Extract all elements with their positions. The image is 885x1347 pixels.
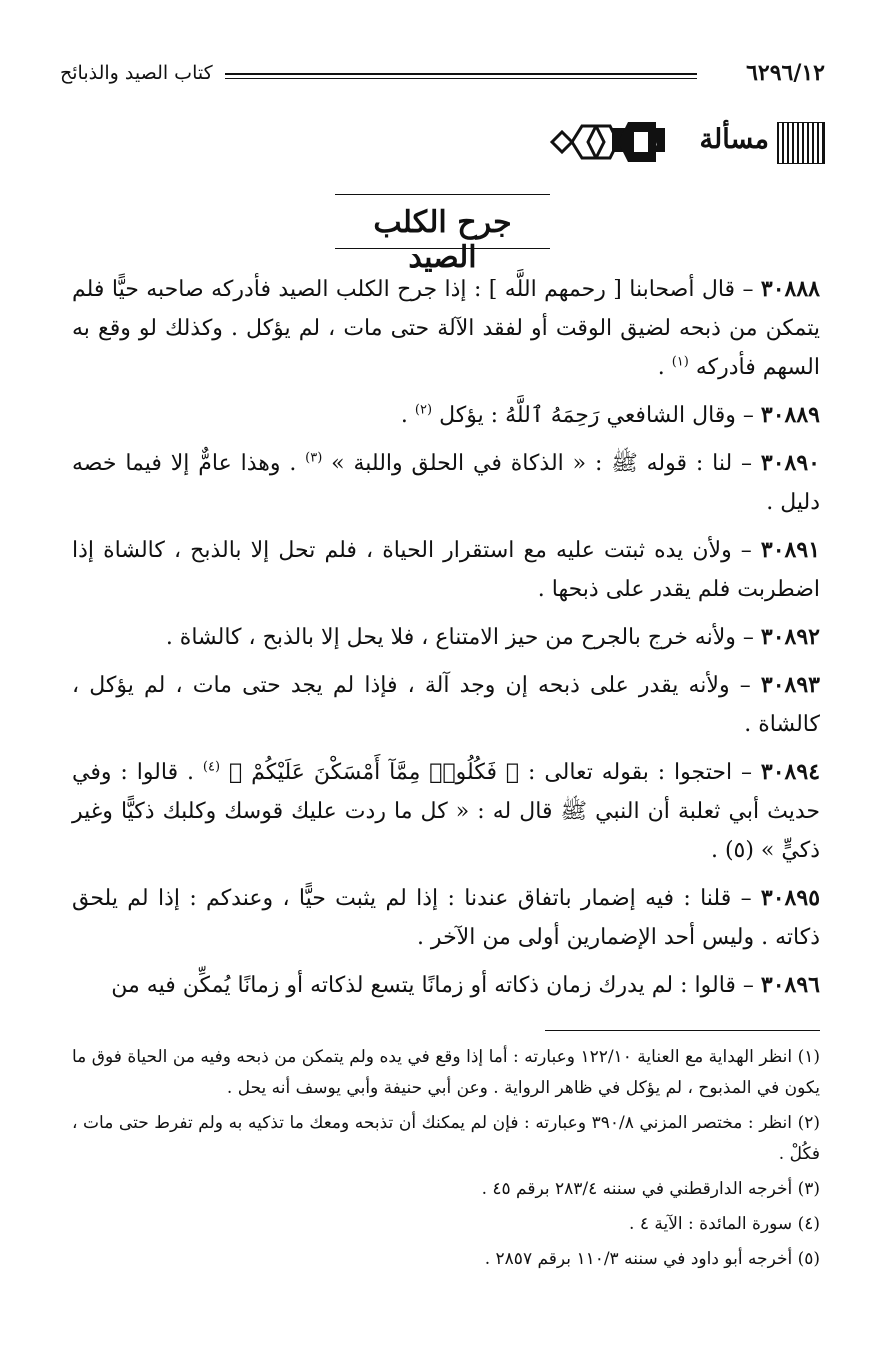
- footnote: (١) انظر الهداية مع العناية ١٢٢/١٠ وعبارته : أما إذا وقع في يده ولم يتمكن من ذبحه وفيه من الحياة فوق ما يكون في المذبوح ، لم يؤكل في ظاهر الرواية . وعن أبي حنيفة وأبي يوسف أنه يحل .: [72, 1047, 820, 1098]
- footnote: (٥) أخرجه أبو داود في سننه ١١٠/٣ برقم ٢٨٥٧ .: [484, 1249, 820, 1269]
- paragraph-tail: .: [400, 403, 415, 428]
- paragraph-tail: . وهذا عامٌّ إلا فيما خصه دليل .: [72, 451, 820, 515]
- title-top-rule: [335, 194, 550, 195]
- footnote-ref: (٣): [305, 450, 323, 466]
- paragraph-number: ٣٠٨٩١: [760, 537, 821, 563]
- body-text: [72, 270, 820, 1014]
- paragraph-number: ٣٠٨٩٠: [760, 450, 820, 476]
- paragraph-text: – ولأن يده ثبتت عليه مع استقرار الحياة ، فلم تحل إلا بالذبح ، كالشاة إذا اضطربت فلم يقدر على ذبحها .: [72, 538, 820, 602]
- paragraph: [72, 444, 820, 522]
- paragraph: [72, 966, 820, 1005]
- masala-label: مسألة: [699, 124, 769, 155]
- book-title: كتاب الصيد والذبائح: [60, 62, 213, 84]
- paragraph: [72, 666, 820, 744]
- paragraph-number: ٣٠٨٩٢: [760, 624, 820, 650]
- footnote-separator: [545, 1030, 820, 1031]
- title-underline: [335, 248, 550, 249]
- barcode-ornament-icon: [777, 122, 825, 164]
- paragraph-tail: . قالوا : وفي حديث أبي ثعلبة أن النبي ﷺ قال له : « كل ما ردت عليك قوسك وكلبك ذكيًّا وغير ذكيٍّ » (٥) .: [72, 760, 820, 863]
- masala-banner: [548, 118, 825, 166]
- footnote-ref: (٤): [202, 759, 221, 775]
- paragraph-text: – ولأنه يقدر على ذبحه إن وجد آلة ، فإذا لم يجد حتى مات ، لم يؤكل ، كالشاة .: [72, 673, 820, 737]
- geometric-ornament-icon: [548, 118, 658, 166]
- paragraph-text: – احتجوا : بقوله تعالى : ﴿ فَكُلُوا۟ مِمَّآ أَمْسَكْنَ عَلَيْكُمْ ﴾: [228, 760, 752, 785]
- footnote: (٣) أخرجه الدارقطني في سننه ٢٨٣/٤ برقم ٤٥ .: [481, 1179, 820, 1199]
- section-title: جرح الكلب الصيد: [373, 205, 512, 275]
- header-rule-thin: [225, 78, 697, 79]
- paragraph-number: ٣٠٨٩٤: [760, 759, 821, 785]
- paragraph-number: ٣٠٨٩٣: [760, 672, 820, 698]
- paragraph-text: – ولأنه خرج بالجرح من حيز الامتناع ، فلا يحل إلا بالذبح ، كالشاة .: [165, 625, 754, 650]
- paragraph: [72, 270, 820, 387]
- paragraph: [72, 753, 820, 870]
- paragraph: [72, 618, 820, 657]
- page-number: ٦٢٩٦/١٢: [746, 60, 825, 86]
- header-rule: [225, 73, 697, 75]
- paragraph: [72, 396, 820, 435]
- footnote-ref: (٢): [414, 402, 433, 418]
- paragraph-number: ٣٠٨٨٩: [760, 402, 820, 428]
- paragraph-number: ٣٠٨٩٥: [760, 885, 821, 911]
- paragraph: [72, 879, 820, 957]
- paragraph-text: – لنا : قوله ﷺ : « الذكاة في الحلق واللبة »: [331, 451, 753, 476]
- paragraph-tail: .: [657, 355, 672, 380]
- footnote-ref: (١): [671, 354, 689, 370]
- paragraph: [72, 531, 820, 609]
- footnotes: [72, 1042, 820, 1279]
- paragraph-number: ٣٠٨٩٦: [760, 972, 820, 998]
- running-header: [60, 58, 825, 94]
- paragraph-text: – قلنا : فيه إضمار باتفاق عندنا : إذا لم يثبت حيًّا ، وعندكم : إذا لم يلحق ذكاته . وليس أحد الإضمارين أولى من الآخر .: [72, 886, 820, 950]
- paragraph-text: – قال أصحابنا [ رحمهم اللَّه ] : إذا جرح الكلب الصيد فأدركه صاحبه حيًّا فلم يتمكن من ذبحه لضيق الوقت أو لفقد الآلة حتى مات ، لم يؤكل . وكذلك لو وقع به السهم فأدركه: [72, 277, 820, 380]
- footnote: (٢) انظر : مختصر المزني ٣٩٠/٨ وعبارته : فإن لم يمكنك أن تذبحه ومعك ما تذكيه به ولم تفرط حتى مات ، فكُلْ .: [72, 1113, 820, 1164]
- footnote: (٤) سورة المائدة : الآية ٤ .: [629, 1214, 820, 1234]
- paragraph-text: – وقال الشافعي رَحِمَهُ ٱللَّهُ : يؤكل: [439, 403, 754, 428]
- paragraph-text: – قالوا : لم يدرك زمان ذكاته أو زمانًا يتسع لذكاته أو زمانًا يُمكِّن فيه من: [111, 973, 754, 998]
- paragraph-number: ٣٠٨٨٨: [760, 276, 820, 302]
